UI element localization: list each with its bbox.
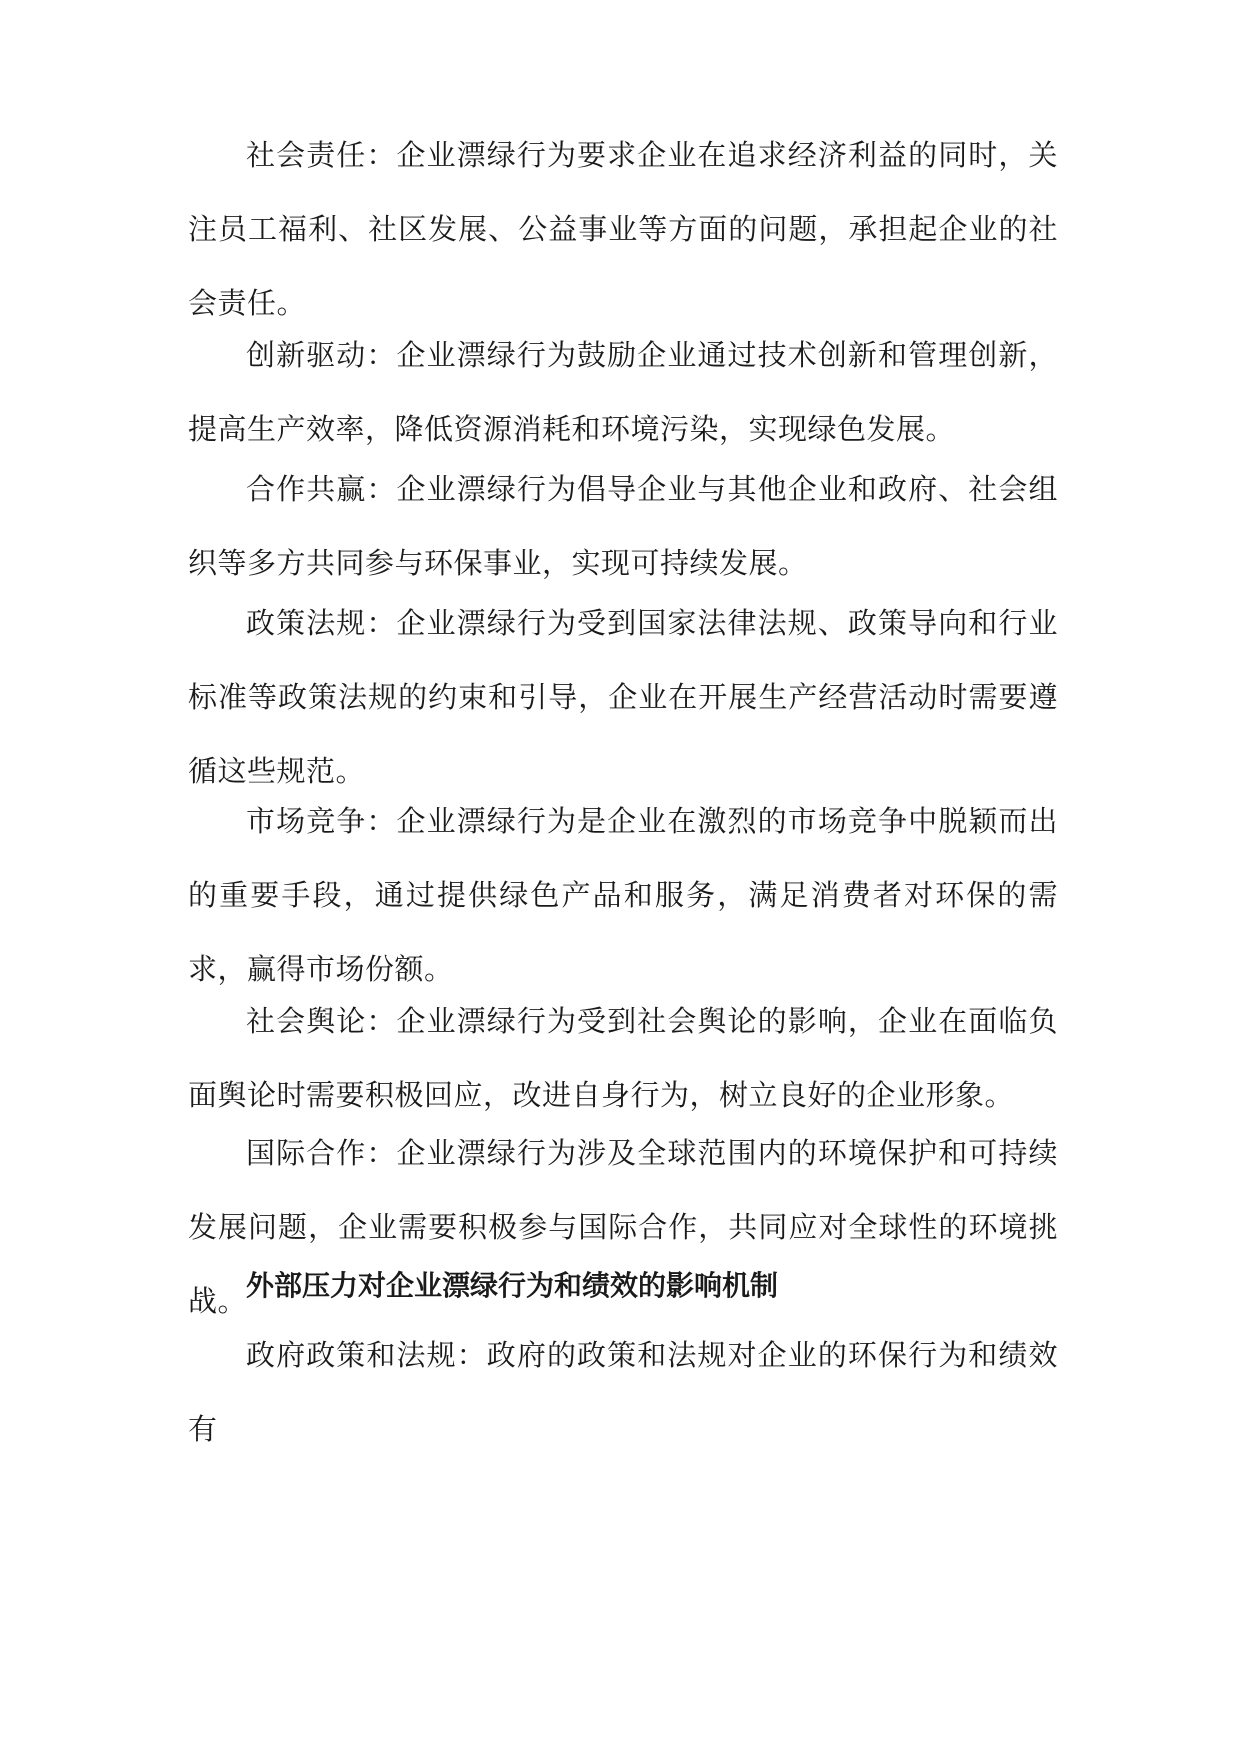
paragraph-market-competition: 市场竞争：企业漂绿行为是企业在激烈的市场竞争中脱颖而出的重要手段，通过提供绿色产品和服务，满足消费者对环保的需求，赢得市场份额。 xyxy=(188,804,1058,986)
paragraph-innovation-driven: 创新驱动：企业漂绿行为鼓励企业通过技术创新和管理创新，提高生产效率，降低资源消耗和环境污染，实现绿色发展。 xyxy=(188,338,1058,446)
paragraph-cooperation-win: 合作共赢：企业漂绿行为倡导企业与其他企业和政府、社会组织等多方共同参与环保事业，实现可持续发展。 xyxy=(188,472,1058,580)
paragraph-policy-regulation: 政策法规：企业漂绿行为受到国家法律法规、政策导向和行业标准等政策法规的约束和引导，企业在开展生产经营活动时需要遵循这些规范。 xyxy=(188,606,1058,788)
paragraph-social-responsibility: 社会责任：企业漂绿行为要求企业在追求经济利益的同时，关注员工福利、社区发展、公益事业等方面的问题，承担起企业的社会责任。 xyxy=(188,138,1058,320)
section-heading: 外部压力对企业漂绿行为和绩效的影响机制 xyxy=(246,1269,779,1302)
paragraph-government-policy: 政府政策和法规：政府的政策和法规对企业的环保行为和绩效有 xyxy=(188,1338,1058,1446)
paragraph-international-cooperation: 国际合作：企业漂绿行为涉及全球范围内的环境保护和可持续发展问题，企业需要积极参与国际合作，共同应对全球性的环境挑战。 xyxy=(188,1136,1058,1318)
paragraph-public-opinion: 社会舆论：企业漂绿行为受到社会舆论的影响，企业在面临负面舆论时需要积极回应，改进自身行为，树立良好的企业形象。 xyxy=(188,1004,1058,1112)
